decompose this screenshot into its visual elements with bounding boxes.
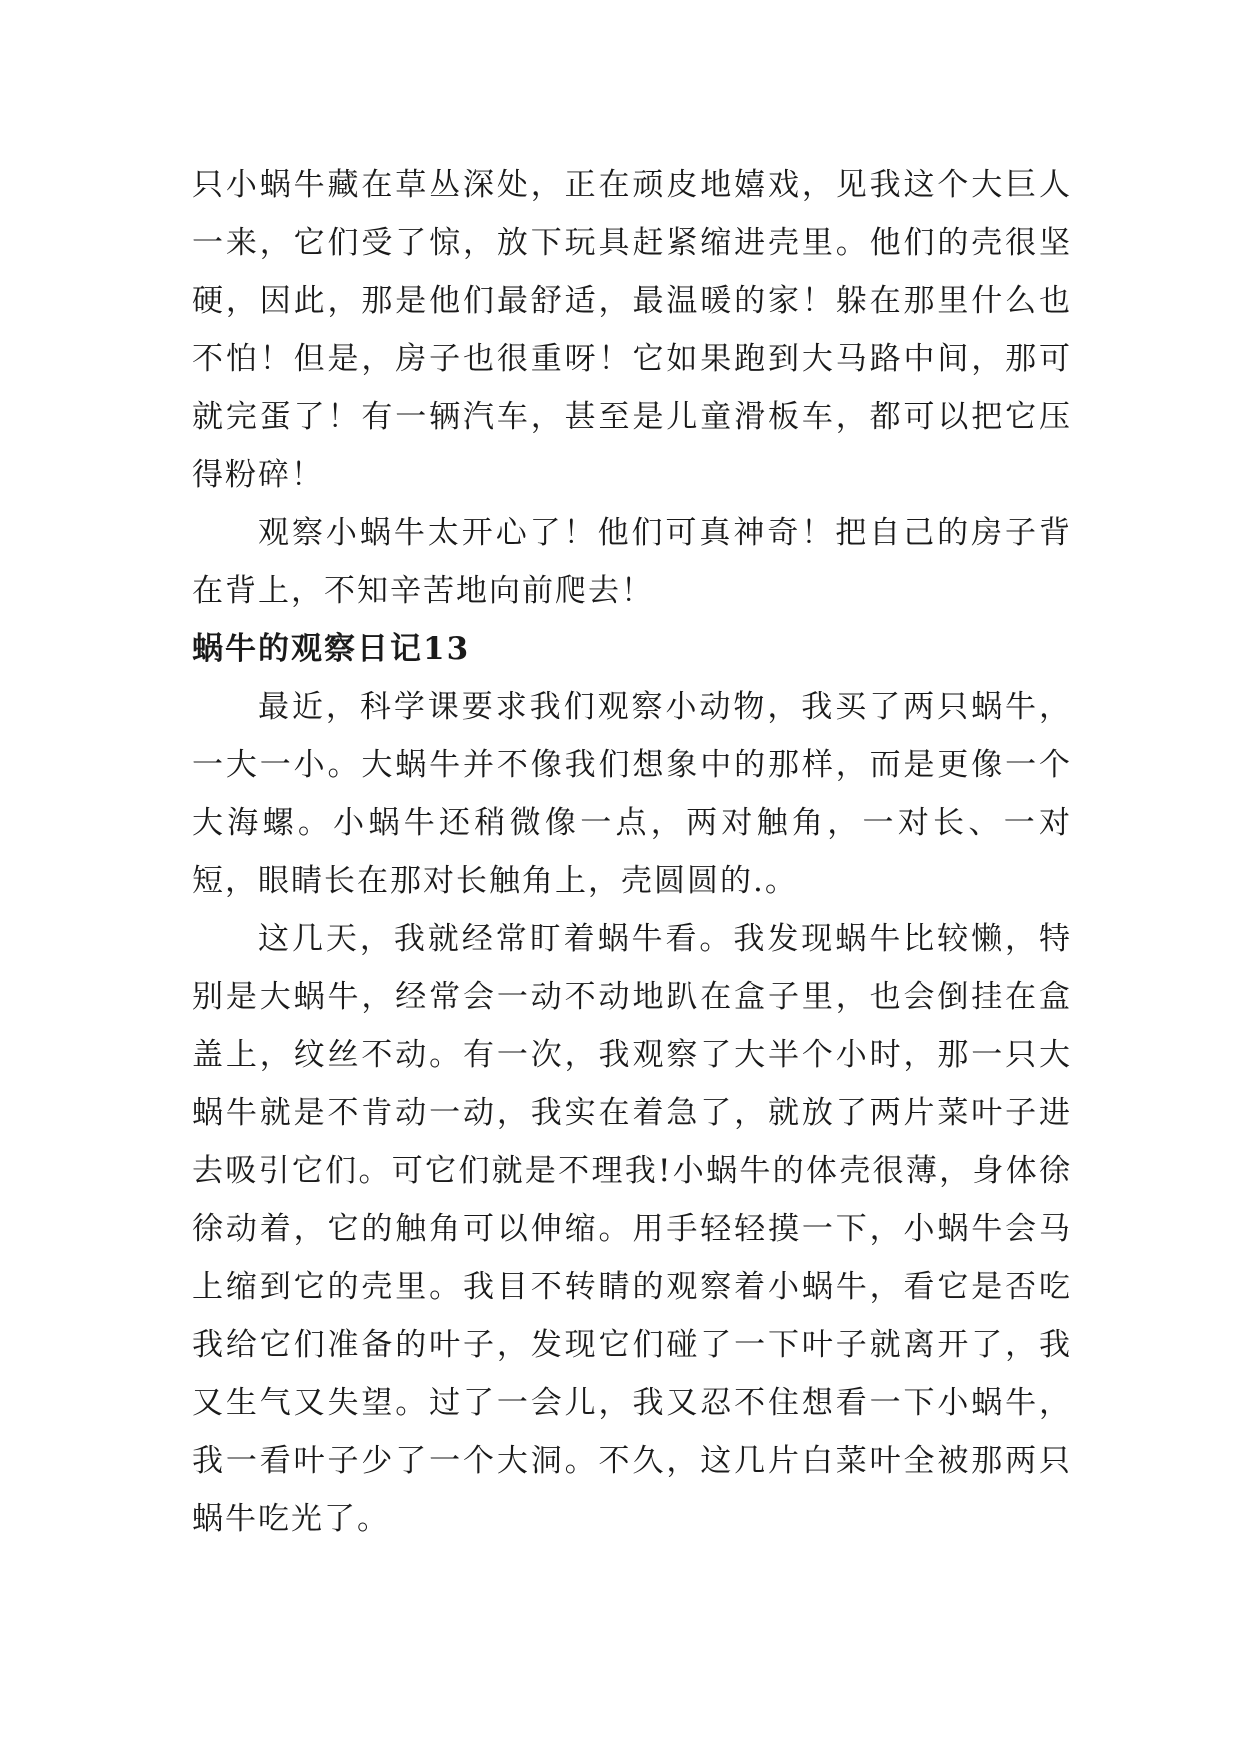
document-body	[192, 156, 1072, 1548]
paragraph-intro: 最近，科学课要求我们观察小动物，我买了两只蜗牛，一大一小。大蜗牛并不像我们想象中的那样，而是更像一个大海螺。小蜗牛还稍微像一点，两对触角，一对长、一对短，眼睛长在那对长触角上，壳圆圆的.。	[192, 689, 1072, 899]
paragraph-continued: 只小蜗牛藏在草丛深处，正在顽皮地嬉戏，见我这个大巨人一来，它们受了惊，放下玩具赶紧缩进壳里。他们的壳很坚硬，因此，那是他们最舒适，最温暖的家！躲在那里什么也不怕！但是，房子也很重呀！它如果跑到大马路中间，那可就完蛋了！有一辆汽车，甚至是儿童滑板车，都可以把它压得粉碎！	[192, 167, 1072, 493]
paragraph-conclusion: 观察小蜗牛太开心了！他们可真神奇！把自己的房子背在背上，不知辛苦地向前爬去！	[192, 515, 1072, 609]
section-heading: 蜗牛的观察日记13	[192, 631, 471, 667]
paragraph-observation: 这几天，我就经常盯着蜗牛看。我发现蜗牛比较懒，特别是大蜗牛，经常会一动不动地趴在盒子里，也会倒挂在盒盖上，纹丝不动。有一次，我观察了大半个小时，那一只大蜗牛就是不肯动一动，我实在着急了，就放了两片菜叶子进去吸引它们。可它们就是不理我!小蜗牛的体壳很薄，身体徐徐动着，它的触角可以伸缩。用手轻轻摸一下，小蜗牛会马上缩到它的壳里。我目不转睛的观察着小蜗牛，看它是否吃我给它们准备的叶子，发现它们碰了一下叶子就离开了，我又生气又失望。过了一会儿，我又忍不住想看一下小蜗牛，我一看叶子少了一个大洞。不久，这几片白菜叶全被那两只蜗牛吃光了。	[192, 921, 1072, 1537]
